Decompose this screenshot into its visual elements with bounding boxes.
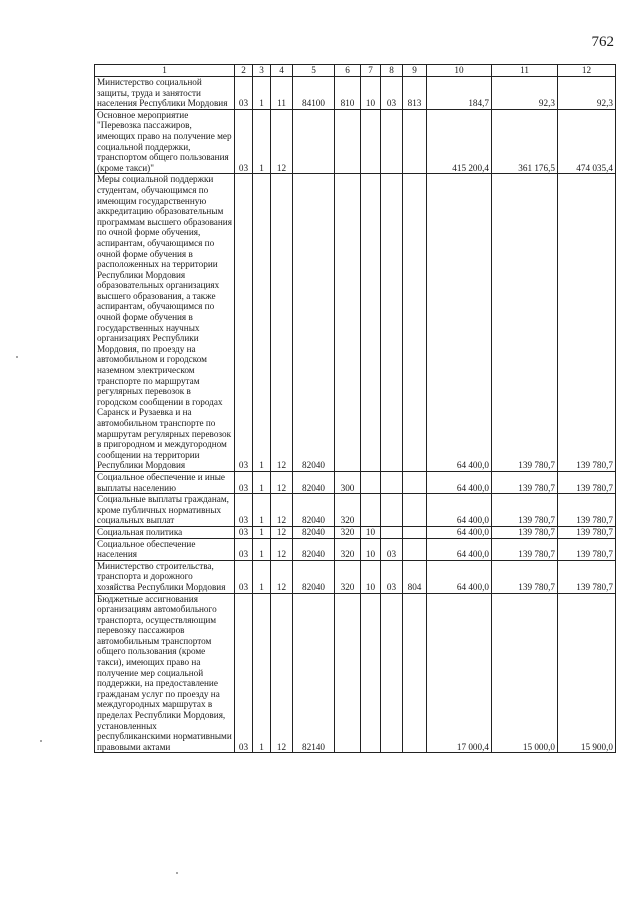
table-row — [95, 471, 616, 493]
code-cell: 12 — [271, 560, 293, 593]
amount-cell: 415 200,4 — [427, 109, 492, 174]
budget-table — [94, 64, 616, 753]
header-cell: 8 — [381, 65, 403, 77]
amount-cell: 139 780,7 — [492, 174, 558, 472]
amount-cell: 361 176,5 — [492, 109, 558, 174]
amount-cell: 64 400,0 — [427, 494, 492, 527]
code-cell: 12 — [271, 526, 293, 538]
code-cell: 03 — [235, 560, 253, 593]
row-name: Социальная политика — [95, 526, 235, 538]
code-cell: 12 — [271, 109, 293, 174]
row-name: Министерство строительства, транспорта и дорожного хозяйства Республики Мордовия — [95, 560, 235, 593]
code-cell — [381, 593, 403, 753]
code-cell: 320 — [335, 560, 361, 593]
code-cell: 1 — [253, 593, 271, 753]
amount-cell: 64 400,0 — [427, 471, 492, 493]
table-header — [95, 65, 616, 77]
amount-cell: 64 400,0 — [427, 560, 492, 593]
table-row — [95, 593, 616, 753]
code-cell: 03 — [235, 538, 253, 560]
code-cell: 82040 — [293, 494, 335, 527]
row-name: Социальные выплаты гражданам, кроме публичных нормативных социальных выплат — [95, 494, 235, 527]
code-cell — [403, 471, 427, 493]
code-cell: 320 — [335, 494, 361, 527]
table-row — [95, 77, 616, 110]
code-cell: 03 — [235, 77, 253, 110]
code-cell: 03 — [235, 593, 253, 753]
code-cell: 1 — [253, 560, 271, 593]
code-cell — [381, 471, 403, 493]
table-row — [95, 109, 616, 174]
row-name: Социальное обеспечение и иные выплаты населению — [95, 471, 235, 493]
amount-cell: 139 780,7 — [492, 538, 558, 560]
code-cell: 12 — [271, 538, 293, 560]
scan-speck — [16, 356, 18, 358]
row-name: Социальное обеспечение населения — [95, 538, 235, 560]
page-number: 762 — [591, 34, 614, 50]
amount-cell: 15 000,0 — [492, 593, 558, 753]
row-name: Меры социальной поддержки студентам, обучающимся по имеющим государственную аккредитацию образовательным программам высшего образования по очной форме обучения, аспирантам, обучающимся по очной форме обучения в расположенных на территории Республики Мордовия образовательных организациях высшего образования, а также аспирантам, обучающимся по очной форме обучения в государственных научных организациях Республики Мордовия, по проезду на автомобильном и городском наземном электрическом транспорте по маршрутам регулярных перевозок в городском сообщении в городах Саранск и Рузаевка и на автомобильном транспорте по маршрутам регулярных перевозок в пригородном и междугородном сообщении на территории Республики Мордовия — [95, 174, 235, 472]
amount-cell: 139 780,7 — [492, 494, 558, 527]
amount-cell: 184,7 — [427, 77, 492, 110]
code-cell — [361, 109, 381, 174]
amount-cell: 15 900,0 — [558, 593, 616, 753]
code-cell: 03 — [381, 538, 403, 560]
code-cell: 11 — [271, 77, 293, 110]
code-cell: 1 — [253, 77, 271, 110]
code-cell: 810 — [335, 77, 361, 110]
code-cell: 12 — [271, 494, 293, 527]
amount-cell: 64 400,0 — [427, 174, 492, 472]
code-cell: 320 — [335, 526, 361, 538]
code-cell: 1 — [253, 526, 271, 538]
header-cell: 12 — [558, 65, 616, 77]
scan-speck — [40, 740, 42, 742]
amount-cell: 474 035,4 — [558, 109, 616, 174]
code-cell — [403, 174, 427, 472]
table-row — [95, 174, 616, 472]
code-cell: 03 — [235, 109, 253, 174]
code-cell: 813 — [403, 77, 427, 110]
header-cell: 3 — [253, 65, 271, 77]
amount-cell: 139 780,7 — [492, 560, 558, 593]
table-row — [95, 526, 616, 538]
code-cell — [403, 593, 427, 753]
table-row — [95, 494, 616, 527]
header-cell: 6 — [335, 65, 361, 77]
code-cell: 03 — [235, 494, 253, 527]
code-cell: 12 — [271, 471, 293, 493]
code-cell: 1 — [253, 494, 271, 527]
header-row — [95, 65, 616, 77]
code-cell: 1 — [253, 538, 271, 560]
code-cell: 320 — [335, 538, 361, 560]
code-cell: 03 — [235, 526, 253, 538]
code-cell — [381, 526, 403, 538]
table-row — [95, 560, 616, 593]
code-cell — [381, 174, 403, 472]
code-cell: 03 — [381, 560, 403, 593]
code-cell: 03 — [235, 471, 253, 493]
code-cell — [335, 109, 361, 174]
code-cell: 82140 — [293, 593, 335, 753]
code-cell — [335, 174, 361, 472]
code-cell: 12 — [271, 174, 293, 472]
code-cell — [403, 109, 427, 174]
row-name: Бюджетные ассигнования организациям автомобильного транспорта, осуществляющим перевозку пассажиров автомобильным транспортом общего пользования (кроме такси), имеющих право на получение мер социальной поддержки, на предоставление гражданам услуг по проезду на междугородных маршрутах в пределах Республики Мордовия, установленных республиканскими нормативными правовыми актами — [95, 593, 235, 753]
amount-cell: 139 780,7 — [558, 174, 616, 472]
code-cell: 1 — [253, 174, 271, 472]
code-cell: 10 — [361, 77, 381, 110]
amount-cell: 64 400,0 — [427, 526, 492, 538]
code-cell: 82040 — [293, 526, 335, 538]
code-cell — [381, 494, 403, 527]
table-row — [95, 538, 616, 560]
amount-cell: 92,3 — [492, 77, 558, 110]
code-cell — [381, 109, 403, 174]
code-cell — [403, 538, 427, 560]
code-cell: 82040 — [293, 471, 335, 493]
amount-cell: 139 780,7 — [492, 526, 558, 538]
code-cell — [361, 471, 381, 493]
header-cell: 2 — [235, 65, 253, 77]
row-name: Министерство социальной защиты, труда и занятости населения Республики Мордовия — [95, 77, 235, 110]
code-cell: 82040 — [293, 560, 335, 593]
code-cell — [293, 109, 335, 174]
amount-cell: 64 400,0 — [427, 538, 492, 560]
amount-cell: 17 000,4 — [427, 593, 492, 753]
code-cell: 1 — [253, 471, 271, 493]
row-name: Основное мероприятие "Перевозка пассажиров, имеющих право на получение мер социальной поддержки, транспортом общего пользования (кроме такси)" — [95, 109, 235, 174]
header-cell: 10 — [427, 65, 492, 77]
header-cell: 4 — [271, 65, 293, 77]
code-cell — [403, 494, 427, 527]
header-cell: 5 — [293, 65, 335, 77]
code-cell: 10 — [361, 538, 381, 560]
amount-cell: 139 780,7 — [558, 471, 616, 493]
code-cell — [361, 593, 381, 753]
code-cell: 804 — [403, 560, 427, 593]
code-cell: 03 — [235, 174, 253, 472]
amount-cell: 139 780,7 — [558, 560, 616, 593]
code-cell: 82040 — [293, 174, 335, 472]
header-cell: 1 — [95, 65, 235, 77]
code-cell — [403, 526, 427, 538]
code-cell: 10 — [361, 526, 381, 538]
table-body — [95, 77, 616, 753]
code-cell: 03 — [381, 77, 403, 110]
header-cell: 7 — [361, 65, 381, 77]
code-cell: 82040 — [293, 538, 335, 560]
code-cell: 12 — [271, 593, 293, 753]
amount-cell: 139 780,7 — [558, 538, 616, 560]
code-cell — [335, 593, 361, 753]
amount-cell: 139 780,7 — [558, 526, 616, 538]
amount-cell: 139 780,7 — [492, 471, 558, 493]
code-cell — [361, 494, 381, 527]
header-cell: 9 — [403, 65, 427, 77]
code-cell — [361, 174, 381, 472]
amount-cell: 92,3 — [558, 77, 616, 110]
amount-cell: 139 780,7 — [558, 494, 616, 527]
code-cell: 300 — [335, 471, 361, 493]
code-cell: 10 — [361, 560, 381, 593]
code-cell: 1 — [253, 109, 271, 174]
header-cell: 11 — [492, 65, 558, 77]
code-cell: 84100 — [293, 77, 335, 110]
scan-speck — [176, 872, 178, 874]
